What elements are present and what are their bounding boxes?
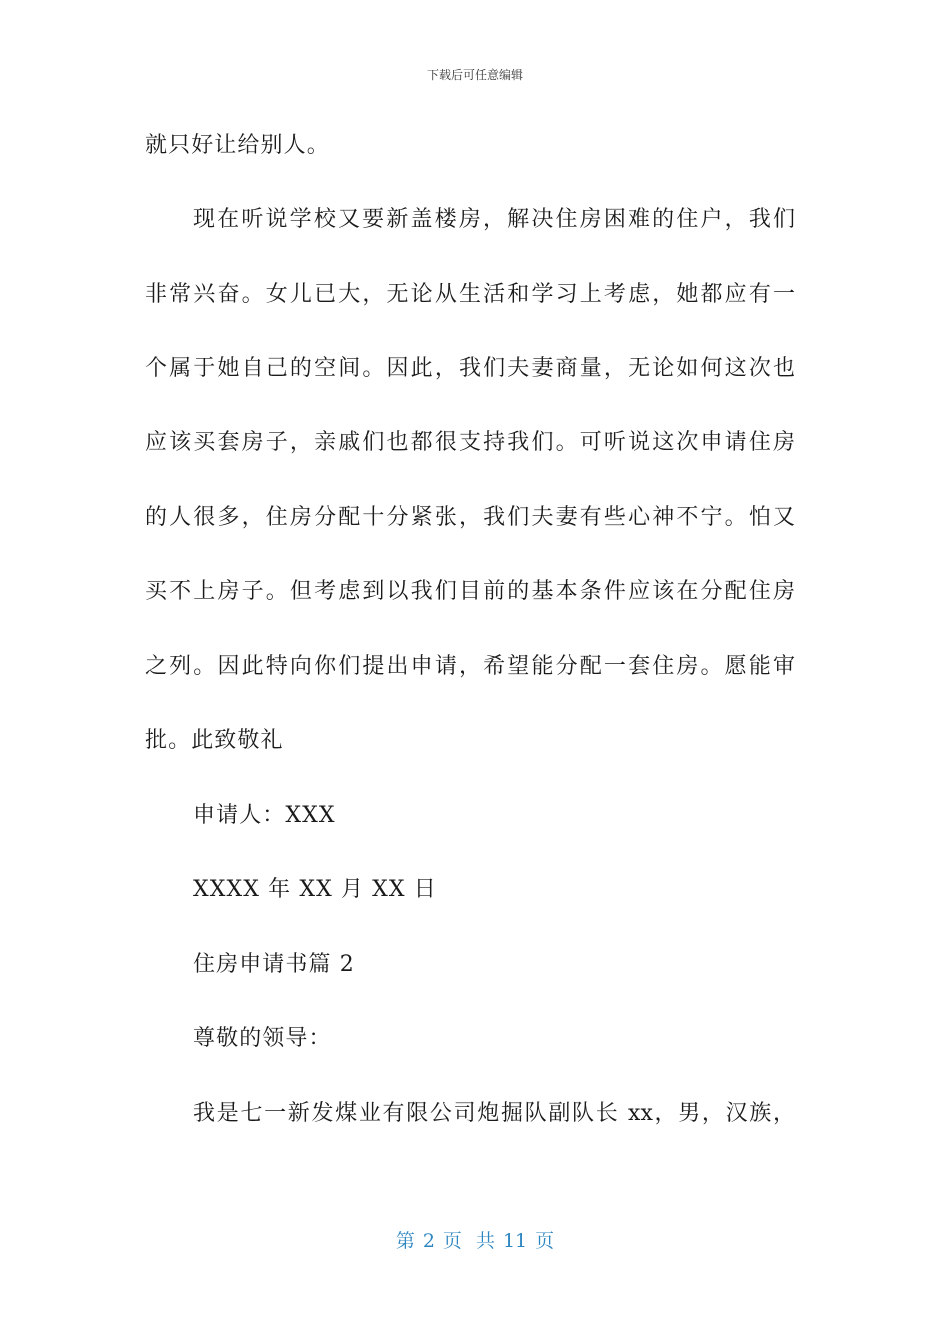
body-line: 批。此致敬礼 [145, 728, 284, 753]
body-line: 的人很多，住房分配十分紧张，我们夫妻有些心神不宁。怕又 [145, 505, 795, 530]
page-number [0, 1226, 950, 1253]
body-line: 就只好让给别人。 [145, 133, 330, 158]
body-line: 之列。因此特向你们提出申请，希望能分配一套住房。愿能审 [145, 654, 795, 679]
section-title: 住房申请书篇 2 [193, 952, 355, 977]
header-note: 下载后可任意编辑 [426, 68, 523, 82]
body-line: 买不上房子。但考虑到以我们目前的基本条件应该在分配住房 [145, 579, 795, 604]
body-line: 个属于她自己的空间。因此，我们夫妻商量，无论如何这次也 [145, 356, 795, 381]
salutation: 尊敬的领导： [193, 1026, 332, 1051]
body-line: 我是七一新发煤业有限公司炮掘队副队长 xx，男，汉族， [193, 1101, 795, 1126]
current-page: 2 [422, 1230, 435, 1252]
body-line: 非常兴奋。女儿已大，无论从生活和学习上考虑，她都应有一 [145, 282, 795, 307]
body-line: 应该买套房子，亲戚们也都很支持我们。可听说这次申请住房 [145, 430, 795, 455]
signature-date: XXXX 年 XX 月 XX 日 [193, 877, 437, 902]
page-prefix: 第 [395, 1230, 415, 1252]
page-suffix: 页 [535, 1230, 555, 1252]
body-line: 现在听说学校又要新盖楼房，解决住房困难的住户，我们 [193, 207, 795, 232]
signature-applicant: 申请人：XXX [193, 803, 336, 828]
page-middle: 页 共 [442, 1230, 495, 1252]
total-pages: 11 [502, 1230, 528, 1252]
